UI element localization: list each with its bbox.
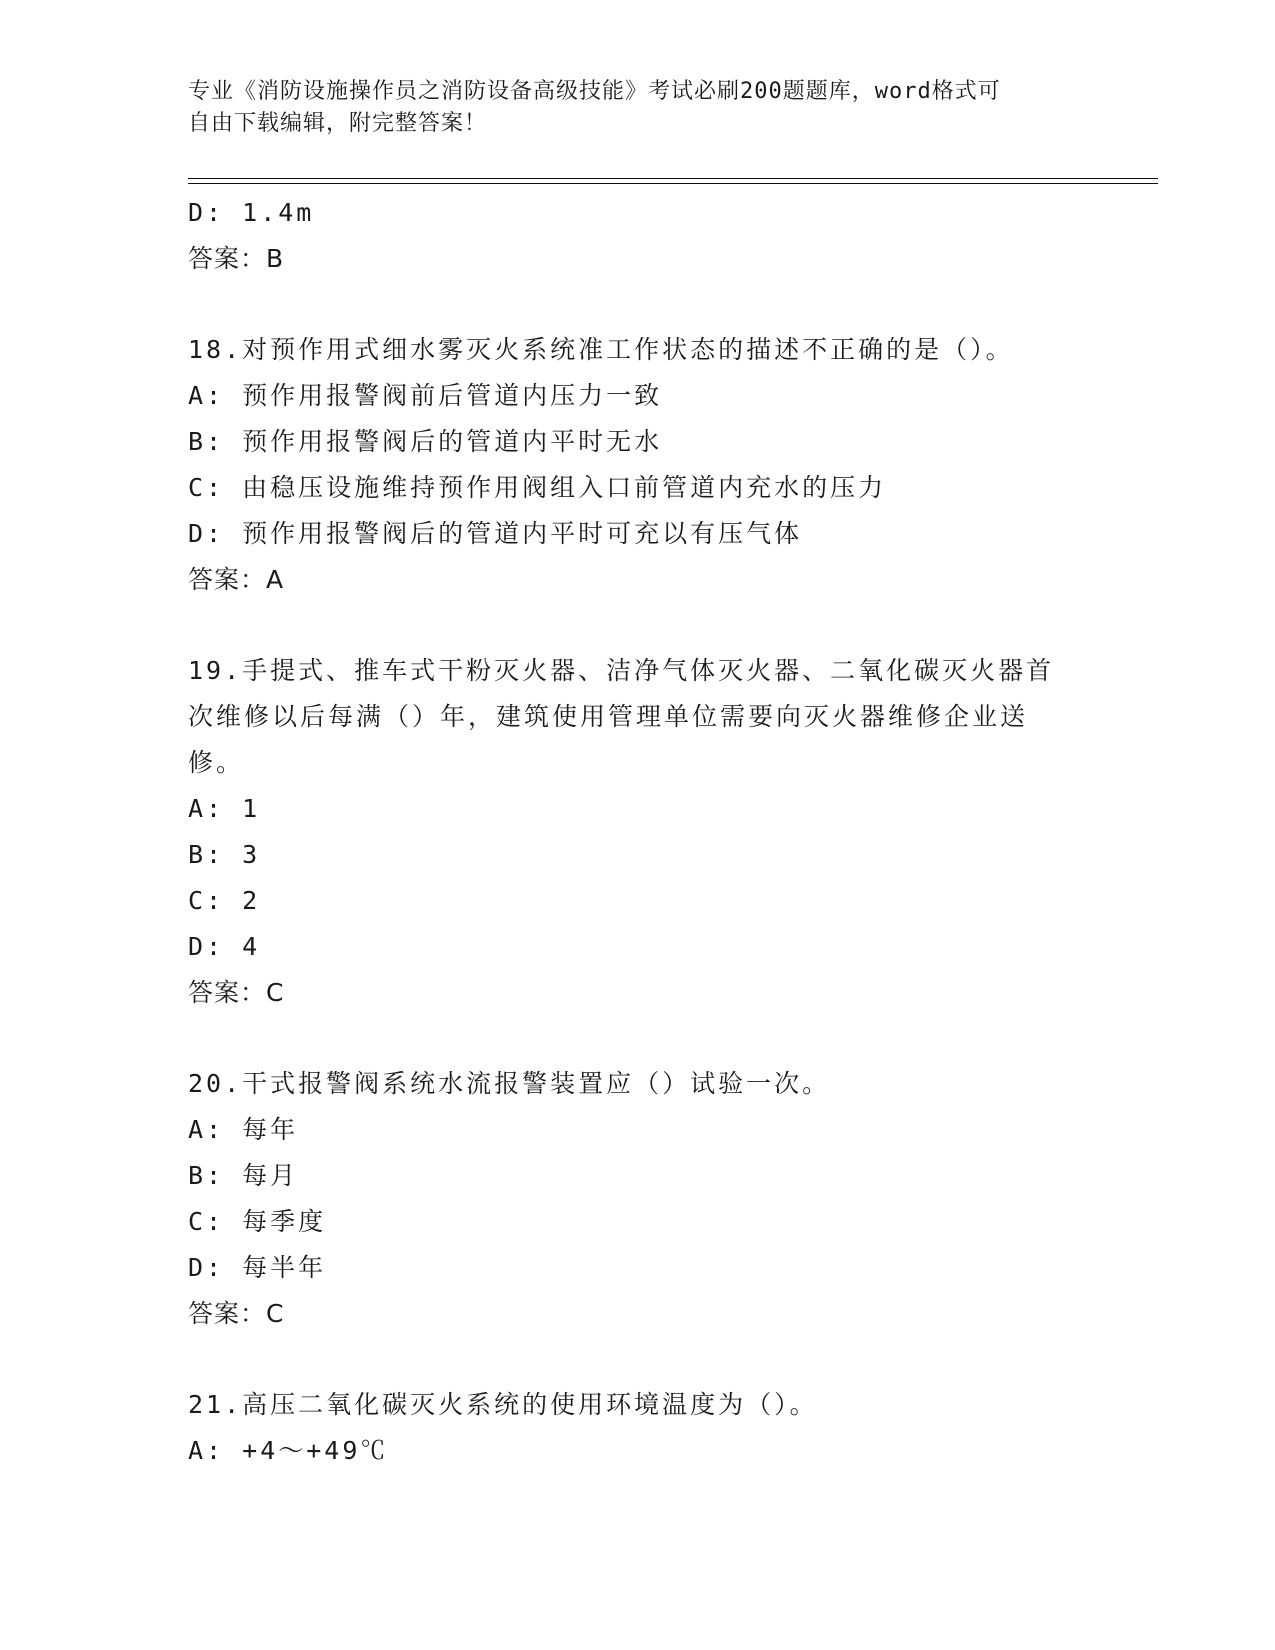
option-a: A: 预作用报警阀前后管道内压力一致 <box>188 381 663 410</box>
option-d: D: 1.4m <box>188 198 315 227</box>
option-c: C: 2 <box>188 886 261 915</box>
document-header <box>188 76 1068 140</box>
option-d: D: 4 <box>188 932 261 961</box>
question-text: 18.对预作用式细水雾灭火系统准工作状态的描述不正确的是（）。 <box>188 335 1014 364</box>
question-text-line-2: 次维修以后每满（）年，建筑使用管理单位需要向灭火器维修企业送 <box>188 702 1029 731</box>
option-a: A: +4～+49℃ <box>188 1436 389 1465</box>
question-17-tail <box>188 190 1088 282</box>
question-text: 21.高压二氧化碳灭火系统的使用环境温度为（）。 <box>188 1390 818 1419</box>
answer: 答案：A <box>188 565 285 594</box>
question-text-line-3: 修。 <box>188 748 245 777</box>
spacer <box>188 603 1088 648</box>
answer: 答案：C <box>188 1299 285 1328</box>
header-title-line-2: 自由下载编辑，附完整答案！ <box>188 111 488 136</box>
question-text: 20.干式报警阀系统水流报警装置应（）试验一次。 <box>188 1069 831 1098</box>
option-b: B: 预作用报警阀后的管道内平时无水 <box>188 427 663 456</box>
answer: 答案：C <box>188 978 285 1007</box>
header-title-line-1: 专业《消防设施操作员之消防设备高级技能》考试必刷200题题库，word格式可 <box>188 79 1001 104</box>
option-b: B: 3 <box>188 840 261 869</box>
question-text-line-1: 19.手提式、推车式干粉灭火器、洁净气体灭火器、二氧化碳灭火器首 <box>188 656 1055 685</box>
option-c: C: 由稳压设施维持预作用阀组入口前管道内充水的压力 <box>188 473 887 502</box>
question-21 <box>188 1382 1088 1474</box>
question-19 <box>188 648 1088 1016</box>
option-b: B: 每月 <box>188 1161 299 1190</box>
spacer <box>188 1337 1088 1382</box>
option-a: A: 每年 <box>188 1115 299 1144</box>
question-20 <box>188 1061 1088 1337</box>
option-d: D: 预作用报警阀后的管道内平时可充以有压气体 <box>188 519 803 548</box>
option-c: C: 每季度 <box>188 1207 327 1236</box>
option-d: D: 每半年 <box>188 1253 327 1282</box>
spacer <box>188 1016 1088 1061</box>
question-list <box>188 190 1088 1474</box>
question-18 <box>188 327 1088 603</box>
answer: 答案：B <box>188 244 285 273</box>
header-divider-bottom <box>188 183 1158 184</box>
spacer <box>188 282 1088 327</box>
header-divider-top <box>188 178 1158 179</box>
option-a: A: 1 <box>188 794 261 823</box>
